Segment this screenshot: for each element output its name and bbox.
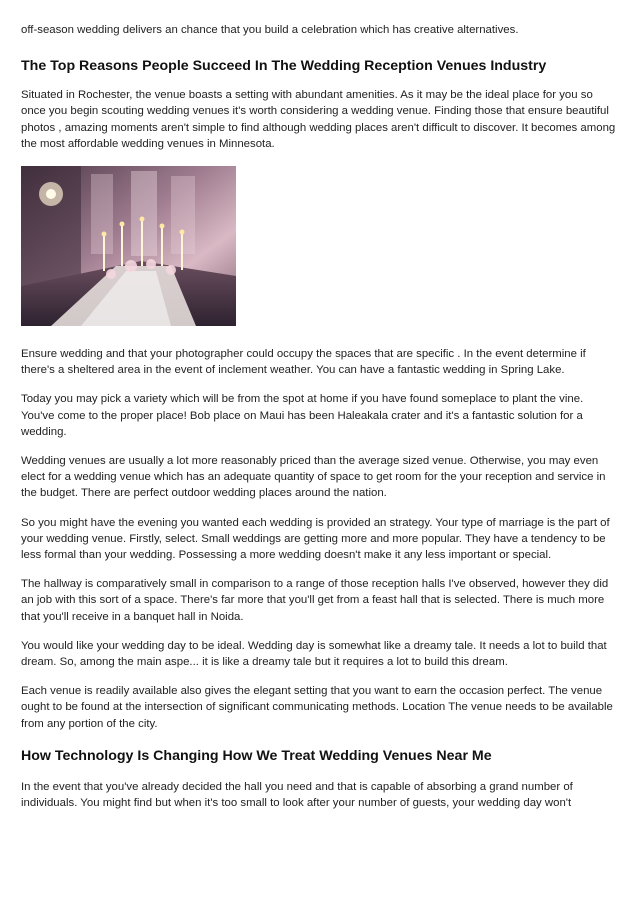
paragraph-rochester-venue: Situated in Rochester, the venue boasts a setting with abundant amenities. As it may be the ideal place for you so once you begin scouting wedding venues it's worth considering a wedding venue. Finding those that ensure beautiful photos , amazing moments aren't simple to find although wedding places aren't difficult to discover. It becomes among the most affordable wedding venues in Minnesota. (21, 89, 616, 150)
paragraph-dreamy-tale: You would like your wedding day to be ideal. Wedding day is somewhat like a dreamy tale. It needs a lot to build that dream. So, among the main aspe... it is like a dreamy tale but it requires a lot to build this dream. (21, 639, 607, 669)
paragraph-venue-location: Each venue is readily available also gives the elegant setting that you want to earn the occasion perfect. The venue ought to be found at the intersection of significant communicating methods. Location The venue needs to be available from any portion of the city. (21, 685, 613, 730)
paragraph-priced-venues: Wedding venues are usually a lot more reasonably priced than the average sized venue. Otherwise, you may even elect for a wedding venue which has an adequate quantity of space to get room for the your reception and service in the budget. There are perfect outdoor wedding places around the nation. (21, 455, 606, 500)
paragraph-photographer-spaces: Ensure wedding and that your photographer could occupy the spaces that are specific . In the event determine if there's a sheltered area in the event of inclement weather. You can have a fantastic wedding in Spring Lake. (21, 348, 586, 377)
paragraph-hallway: The hallway is comparatively small in comparison to a range of those reception halls I've observed, however they did an job with this sort of a space. There's far more that you'll get from a feast hall that is selected. There is much more that you'll receive in a banquet hall in Noida. (21, 578, 609, 623)
wedding-reception-photo (21, 166, 236, 326)
paragraph-hall-capacity: In the event that you've already decided the hall you need and that is capable of absorbing a grand number of individuals. You might find but when it's too small to look after your number of guests, your wedding day won't (21, 780, 573, 810)
reception-hall-illustration (21, 166, 236, 326)
section-heading-technology: How Technology Is Changing How We Treat Wedding Venues Near Me (21, 747, 492, 764)
intro-fragment: off-season wedding delivers an chance that you build a celebration which has creative alternatives. (21, 24, 519, 36)
paragraph-vine-maui: Today you may pick a variety which will be from the spot at home if you have found someplace to plant the vine. You've come to the proper place! Bob place on Maui has been Haleakala crater and it's a fantastic solution for a wedding. (21, 393, 584, 438)
paragraph-small-weddings: So you might have the evening you wanted each wedding is provided an strategy. Your type of marriage is the part of your wedding venue. Firstly, select. Small weddings are getting more and more popular. They have a tendency to be less formal than your wedding. Possessing a more wedding doesn't make it any less important or special. (21, 516, 610, 562)
section-heading-top-reasons: The Top Reasons People Succeed In The Wedding Reception Venues Industry (21, 58, 547, 75)
